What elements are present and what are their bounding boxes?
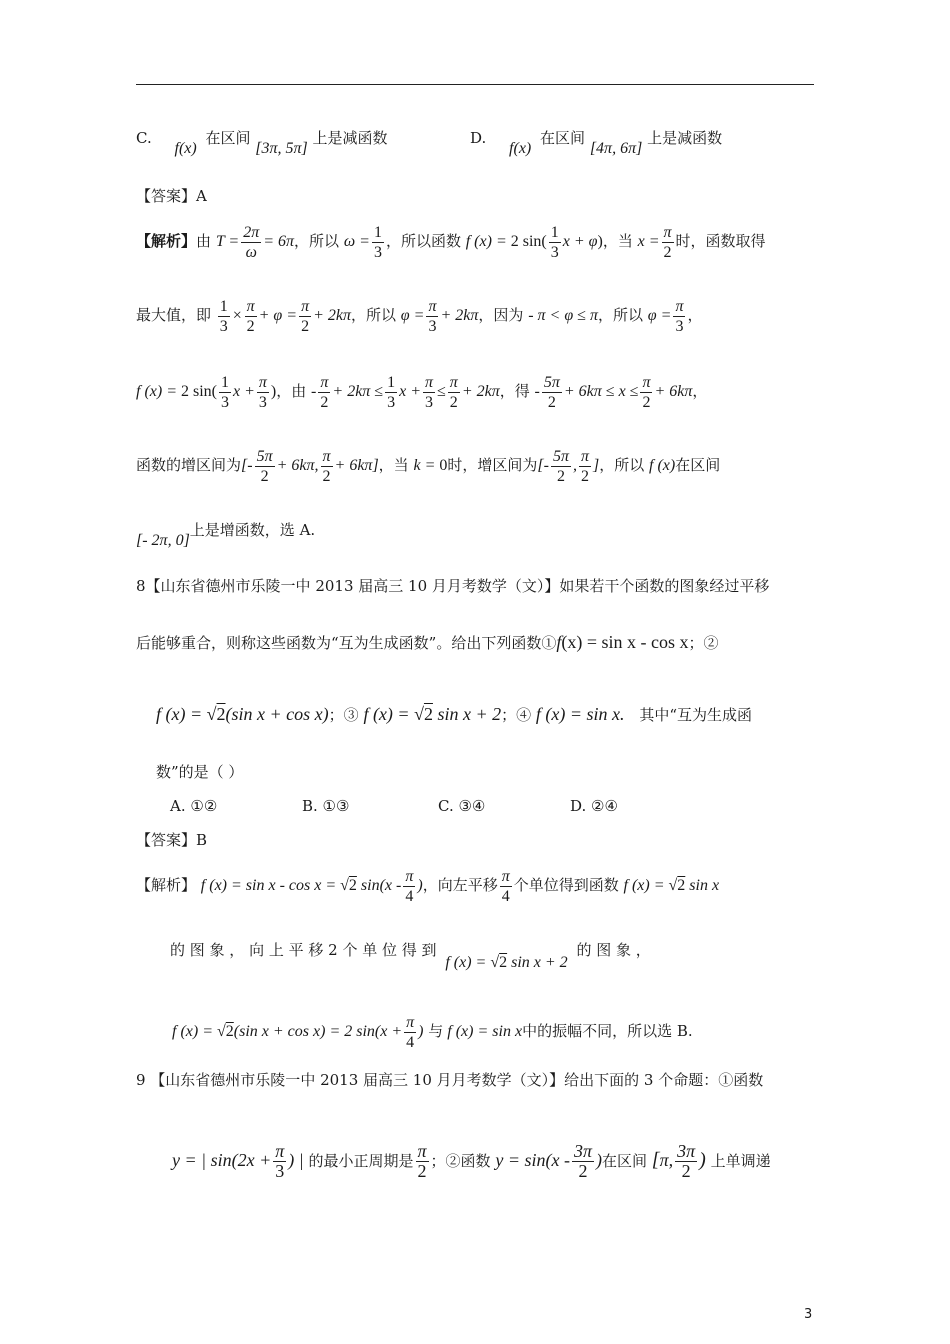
page-number: 3 [804,1307,813,1322]
analysis-7-line-5: [- 2π, 0]上是增函数，选 A. [136,521,316,549]
q8-analysis-line-3: f (x) = √2(sin x + cos x) = 2 sin(x + $\frac{\pi}{4}$ ) 与 f (x) = sin x中的振幅不同，所以选 B. [172,1013,693,1051]
q8-option-a: A. ①② [170,797,218,815]
option-d: D. f(x) 在区间 [4π, 6π] 上是减函数 [470,129,723,157]
q8-option-b: B. ①③ [302,797,350,815]
header-rule [136,84,814,85]
analysis-7-line-1: 【解析】由 T = $\frac{2\pi}{\omega}$ = 6π，所以 ω = $\frac{1}{3}$ ，所以函数 f (x) = 2 sin( $\frac{1}{3}$ x + φ)，当 x = $\frac{\pi}{2}$ 时，函数取得 [136,223,766,261]
analysis-7-line-2: 最大值，即 $\frac{1}{3}$ × $\frac{\pi}{2}$ + φ = $\frac{\pi}{2}$ + 2kπ，所以 φ = $\frac{\pi}{3}$ + 2kπ，因为 - π < φ ≤ π，所以 φ = $\frac{\pi}{3}$ ， [136,297,703,335]
q8-heading: 8【山东省德州市乐陵一中 2013 届高三 10 月月考数学（文）】如果若干个函数的图象经过平移 [136,577,770,595]
answer-7: 【答案】A [136,187,207,205]
q8-line-2: 后能够重合，则称这些函数为“互为生成函数”。给出下列函数①f(x) = sin x - cos x；② [136,632,719,652]
q8-option-d: D. ②④ [570,797,618,815]
q9-line-2: y = | sin(2x + $\frac{\pi}{3}$ ) | 的最小正周期是 $\frac{\pi}{2}$ ；②函数 y = sin(x - $\frac{3\pi}{2}$ )在区间 [π, $\frac{3\pi}{2}$ ) 上单调递 [172,1141,771,1182]
q8-line-4: 数”的是（ ） [156,763,244,781]
analysis-7-line-4: 函数的增区间为[- $\frac{5\pi}{2}$ + 6kπ, $\frac{\pi}{2}$ + 6kπ]，当 k = 0时，增区间为[- $\frac{5\pi}{2}$ , $\frac{\pi}{2}$ ]，所以 f (x)在区间 [136,447,721,485]
answer-8: 【答案】B [136,831,208,849]
q8-analysis-line-2: 的 图 象 ， 向 上 平 移 2 个 单 位 得 到 f (x) = √2 sin x + 2 的 图 象 ， [170,941,651,971]
option-c: C. f(x) 在区间 [3π, 5π] 上是减函数 [136,129,388,157]
q8-analysis-line-1: 【解析】 f (x) = sin x - cos x = √2 sin(x - $\frac{\pi}{4}$ )，向左平移 $\frac{\pi}{4}$ 个单位得到函数 f (x) = √2 sin x [136,867,720,905]
q8-option-c: C. ③④ [438,797,486,815]
q8-line-3: f (x) = √2(sin x + cos x)；③ f (x) = √2 sin x + 2；④ f (x) = sin x. 其中“互为生成函 [156,704,752,724]
q9-heading: 9 【山东省德州市乐陵一中 2013 届高三 10 月月考数学（文）】给出下面的 3 个命题：①函数 [136,1071,764,1089]
analysis-7-line-3: f (x) = 2 sin( $\frac{1}{3}$ x + $\frac{\pi}{3}$ )，由 - $\frac{\pi}{2}$ + 2kπ ≤ $\frac{1}{3}$ x + $\frac{\pi}{3}$ ≤ $\frac{\pi}{2}$ + 2kπ，得 - $\frac{5\pi}{2}$ + 6kπ ≤ x ≤ $\frac{\pi}{2}$ + 6kπ， [136,373,708,411]
